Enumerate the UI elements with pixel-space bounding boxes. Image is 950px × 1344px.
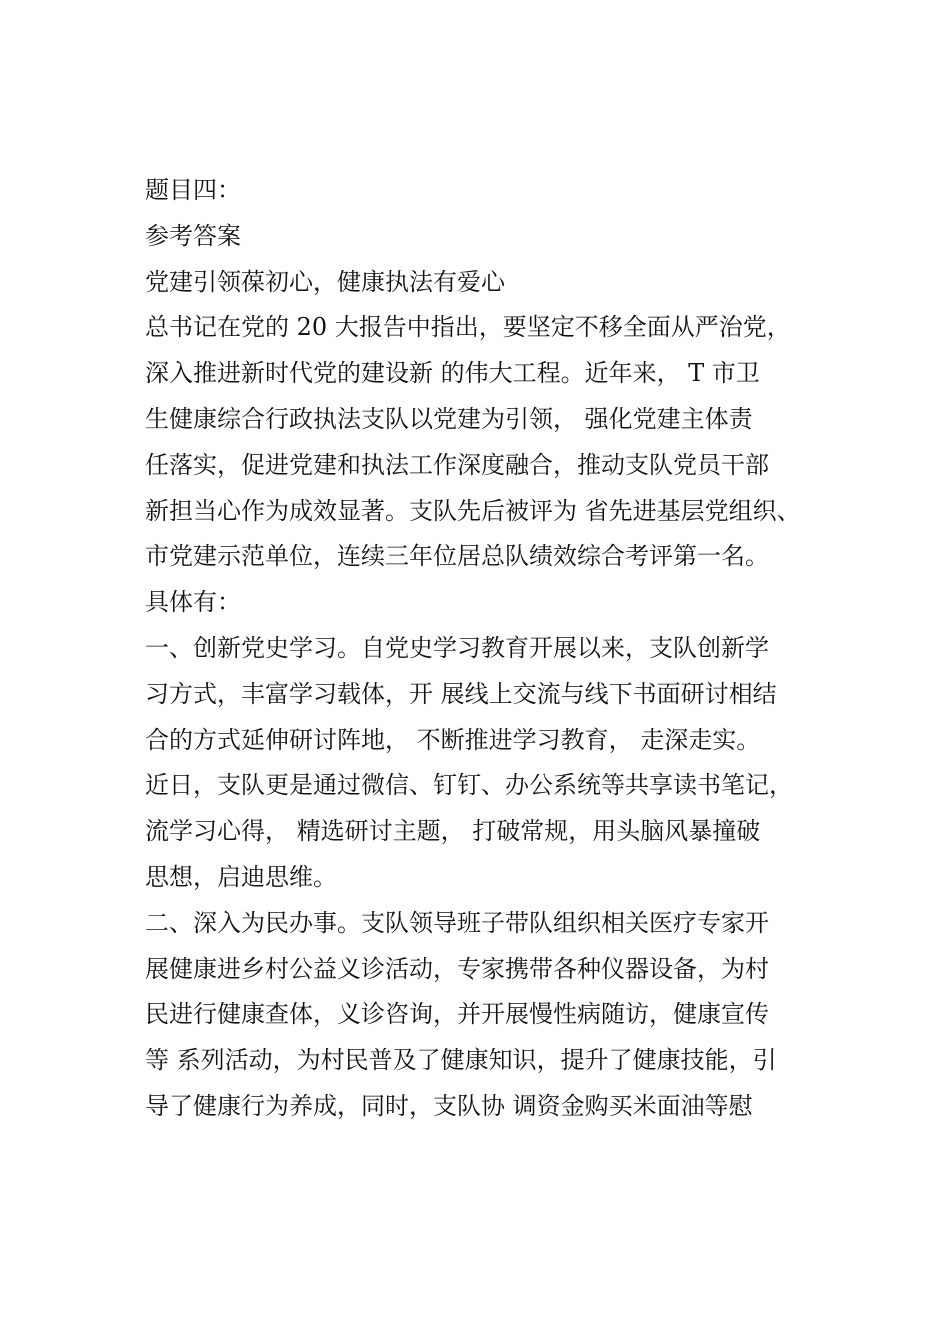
document-body xyxy=(145,168,815,1130)
paragraph-line: 民进行健康查体，义诊咨询，并开展慢性病随访，健康宣传 xyxy=(145,1000,769,1029)
paragraph-line: 二、深入为民办事。支队领导班子带队组织相关医疗专家开 xyxy=(145,908,769,937)
paragraph-line: 流学习心得， 精选研讨主题， 打破常规，用头脑风暴撞破 xyxy=(145,817,761,846)
question-heading: 题目四： xyxy=(145,176,241,204)
answer-heading: 参考答案 xyxy=(145,221,241,250)
paragraph-line: 展健康进乡村公益义诊活动，专家携带各种仪器设备，为村 xyxy=(145,954,769,983)
paragraph-line: 任落实，促进党建和执法工作深度融合，推动支队党员干部 xyxy=(145,450,769,479)
paragraph-line: 总书记在党的 20 大报告中指出，要坚定不移全面从严治党， xyxy=(145,313,791,342)
paragraph-line: 深入推进新时代党的建设新 的伟大工程。近年来， T 市卫 xyxy=(145,359,760,388)
paragraph-line: 导了健康行为养成，同时，支队协 调资金购买米面油等慰 xyxy=(145,1091,753,1120)
paragraph-line: 新担当心作为成效显著。支队先后被评为 省先进基层党组织、 xyxy=(145,496,801,525)
paragraph-line: 一、创新党史学习。自党史学习教育开展以来，支队创新学 xyxy=(145,633,769,662)
paragraph-line: 生健康综合行政执法支队以党建为引领， 强化党建主体责 xyxy=(145,404,753,433)
paragraph-line: 合的方式延伸研讨阵地， 不断推进学习教育， 走深走实。 xyxy=(145,725,761,754)
paragraph-line: 思想，启迪思维。 xyxy=(145,862,337,891)
paragraph-line: 习方式，丰富学习载体，开 展线上交流与线下书面研讨相结 xyxy=(145,679,777,708)
paragraph-line: 等 系列活动，为村民普及了健康知识，提升了健康技能，引 xyxy=(145,1046,777,1075)
paragraph-line: 近日，支队更是通过微信、钉钉、办公系统等共享读书笔记， xyxy=(145,771,793,800)
paragraph-line: 市党建示范单位，连续三年位居总队绩效综合考评第一名。 xyxy=(145,542,769,571)
article-title: 党建引领葆初心，健康执法有爱心 xyxy=(145,267,505,296)
paragraph-line: 具体有： xyxy=(145,588,241,617)
